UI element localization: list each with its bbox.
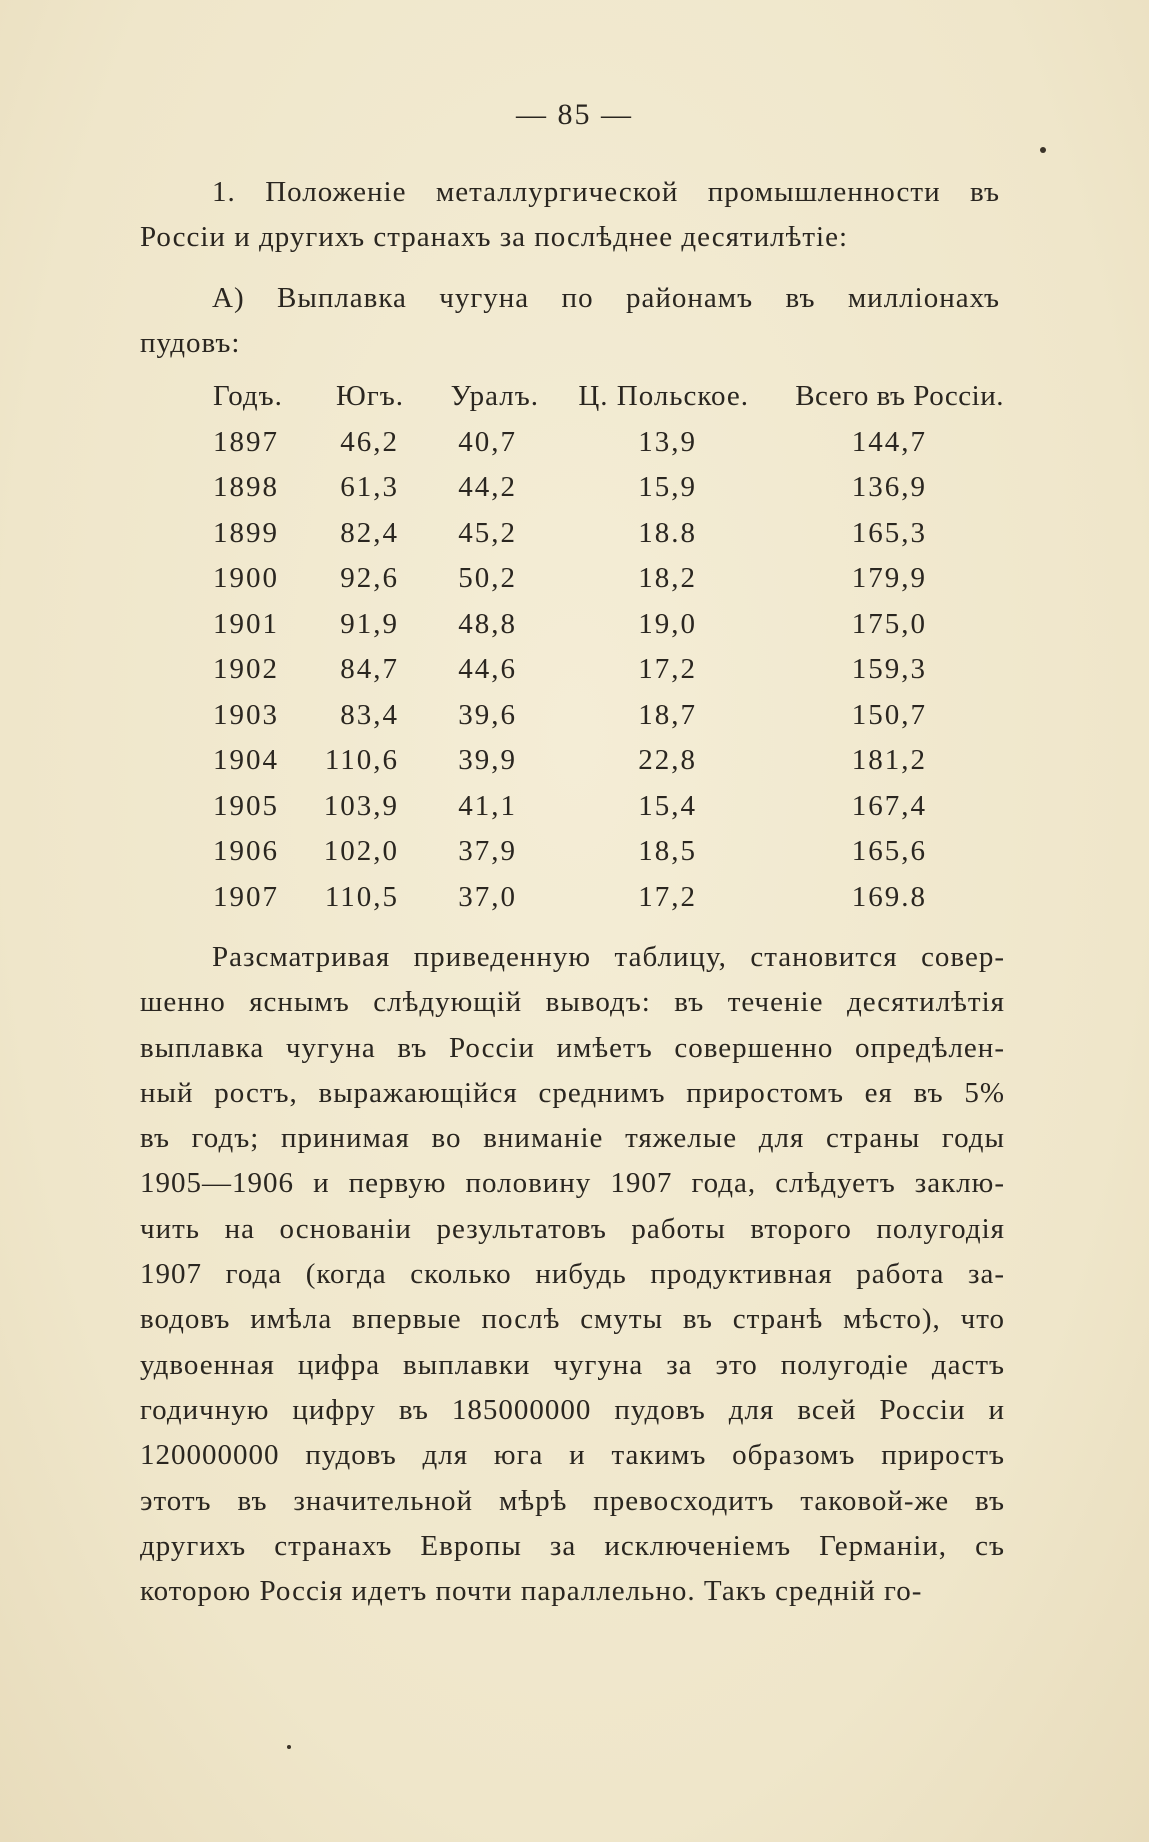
table-row xyxy=(0,426,1149,472)
ink-speck xyxy=(1040,147,1046,153)
table-body xyxy=(0,426,1149,927)
cell-south: 61,3 xyxy=(340,471,399,503)
cell-south: 82,4 xyxy=(340,516,399,549)
cell-ural: 41,1 xyxy=(458,789,517,822)
cell-year: 1904 xyxy=(213,744,279,776)
paragraph-line: 1907 года (когда сколько нибудь продуктивная работа за- xyxy=(140,1258,1005,1291)
cell-total: 159,3 xyxy=(851,653,927,685)
pig-iron-table xyxy=(0,380,1149,926)
cell-total: 169.8 xyxy=(851,880,927,913)
paragraph-line: ный ростъ, выражающійся среднимъ приростомъ ея въ 5% xyxy=(140,1076,1005,1109)
paragraph-line: шенно яснымъ слѣдующій выводъ: въ теченіе десятилѣтія xyxy=(140,986,1005,1019)
table-caption-line-2: пудовъ: xyxy=(140,327,241,359)
cell-total: 179,9 xyxy=(851,562,927,594)
header-ural: Уралъ. xyxy=(450,380,539,412)
header-total: Всего въ Россіи. xyxy=(795,380,1004,412)
cell-ural: 37,9 xyxy=(458,835,517,867)
cell-south: 46,2 xyxy=(340,425,399,458)
cell-south: 110,6 xyxy=(324,744,399,776)
cell-ural: 50,2 xyxy=(458,562,517,594)
cell-total: 167,4 xyxy=(851,789,927,822)
cell-south: 91,9 xyxy=(340,607,399,640)
paragraph-line: другихъ странахъ Европы за исключеніемъ Германіи, съ xyxy=(140,1529,1005,1562)
cell-total: 150,7 xyxy=(851,698,927,731)
section-heading-line-1: 1. Положеніе металлургической промышленности въ xyxy=(212,176,1000,208)
cell-ural: 48,8 xyxy=(458,607,517,640)
cell-year: 1907 xyxy=(213,880,279,913)
table-row xyxy=(0,562,1149,608)
paragraph-line: 120000000 пудовъ для юга и такимъ образомъ приростъ xyxy=(140,1439,1005,1472)
cell-year: 1902 xyxy=(213,653,279,685)
body-paragraph xyxy=(140,935,1005,1614)
paragraph-line: водовъ имѣла впервые послѣ смуты въ странѣ мѣсто), что xyxy=(140,1303,1005,1336)
table-row xyxy=(0,608,1149,654)
paragraph-line: выплавка чугуна въ Россіи имѣетъ совершенно опредѣлен- xyxy=(140,1031,1005,1064)
cell-south: 83,4 xyxy=(340,698,399,731)
paragraph-line: этотъ въ значительной мѣрѣ превосходитъ таковой-же въ xyxy=(140,1484,1005,1517)
table-row xyxy=(0,699,1149,745)
cell-year: 1901 xyxy=(213,607,279,640)
cell-year: 1905 xyxy=(213,789,279,822)
cell-polish: 19,0 xyxy=(638,607,697,640)
table-row xyxy=(0,790,1149,836)
paragraph-line: годичную цифру въ 185000000 пудовъ для всей Россіи и xyxy=(140,1393,1005,1426)
cell-polish: 18,5 xyxy=(638,835,697,867)
cell-year: 1899 xyxy=(213,516,279,549)
cell-ural: 45,2 xyxy=(458,516,517,549)
cell-year: 1906 xyxy=(213,835,279,867)
paragraph-line: чить на основаніи результатовъ работы второго полугодія xyxy=(140,1212,1005,1245)
header-polish: Ц. Польское. xyxy=(578,380,749,412)
table-row xyxy=(0,471,1149,517)
cell-south: 84,7 xyxy=(340,653,399,685)
table-row xyxy=(0,517,1149,563)
cell-total: 144,7 xyxy=(851,425,927,458)
table-caption xyxy=(140,276,1000,366)
cell-year: 1903 xyxy=(213,698,279,731)
ink-speck xyxy=(287,1745,291,1749)
cell-total: 136,9 xyxy=(851,471,927,503)
cell-total: 181,2 xyxy=(851,744,927,776)
cell-ural: 44,6 xyxy=(458,653,517,685)
section-heading-line-2: Россіи и другихъ странахъ за послѣднее десятилѣтіе: xyxy=(140,221,849,253)
cell-polish: 18.8 xyxy=(638,516,697,549)
cell-year: 1897 xyxy=(213,425,279,458)
header-year: Годъ. xyxy=(213,380,283,412)
cell-polish: 17,2 xyxy=(638,880,697,913)
cell-polish: 13,9 xyxy=(638,425,697,458)
table-header-row xyxy=(0,380,1149,426)
cell-ural: 39,9 xyxy=(458,744,517,776)
cell-south: 103,9 xyxy=(323,789,399,822)
table-row xyxy=(0,744,1149,790)
paragraph-line: удвоенная цифра выплавки чугуна за это полугодіе дастъ xyxy=(140,1348,1005,1381)
paragraph-line: которою Россія идетъ почти параллельно. Такъ средній го- xyxy=(140,1575,923,1608)
page-number: — 85 — xyxy=(516,98,633,131)
paragraph-line: Разсматривая приведенную таблицу, становится совер- xyxy=(212,941,1005,973)
cell-total: 175,0 xyxy=(851,607,927,640)
section-heading xyxy=(140,170,1000,260)
cell-year: 1898 xyxy=(213,471,279,503)
cell-total: 165,3 xyxy=(851,516,927,549)
header-south: Югъ. xyxy=(336,380,404,412)
table-caption-line-1: А) Выплавка чугуна по районамъ въ милліонахъ xyxy=(212,282,1000,314)
paragraph-line: 1905—1906 и первую половину 1907 года, слѣдуетъ заклю- xyxy=(140,1167,1005,1200)
cell-south: 102,0 xyxy=(323,835,399,867)
cell-polish: 18,7 xyxy=(638,698,697,731)
cell-ural: 37,0 xyxy=(458,880,517,913)
cell-ural: 40,7 xyxy=(458,425,517,458)
table-row xyxy=(0,835,1149,881)
cell-polish: 15,4 xyxy=(638,789,697,822)
cell-polish: 18,2 xyxy=(638,562,697,594)
paragraph-line: въ годъ; принимая во вниманіе тяжелые для страны годы xyxy=(140,1122,1005,1155)
cell-polish: 15,9 xyxy=(638,471,697,503)
cell-south: 110,5 xyxy=(324,880,399,913)
cell-total: 165,6 xyxy=(851,835,927,867)
cell-polish: 22,8 xyxy=(638,744,697,776)
cell-south: 92,6 xyxy=(340,562,399,594)
cell-ural: 44,2 xyxy=(458,471,517,503)
table-row xyxy=(0,653,1149,699)
cell-polish: 17,2 xyxy=(638,653,697,685)
table-row xyxy=(0,881,1149,927)
cell-ural: 39,6 xyxy=(458,698,517,731)
cell-year: 1900 xyxy=(213,562,279,594)
